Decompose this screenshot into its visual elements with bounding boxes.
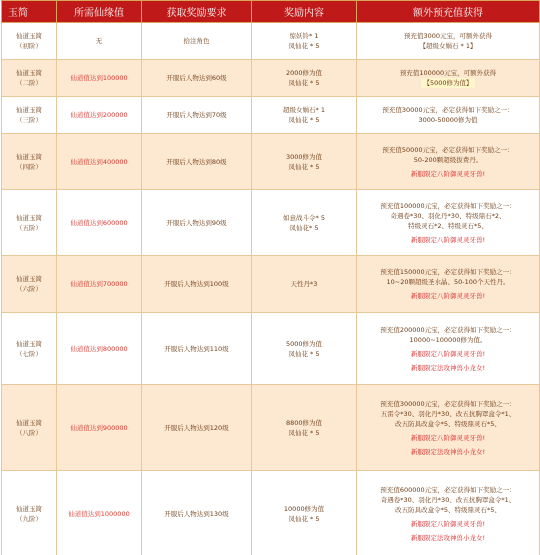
header-requirement: 获取奖励要求	[142, 1, 252, 23]
condition-cell	[142, 471, 252, 555]
tier-cell	[2, 23, 57, 60]
required-cell	[57, 385, 142, 471]
extra-line: 奇遇卷*30、羽化丹*30、特级鼎石*2、	[390, 211, 506, 220]
reward-item: 凤仙花 * 5	[288, 349, 320, 358]
extra-highlight-text: 【5000修为值】	[423, 79, 473, 87]
condition-cell	[142, 256, 252, 313]
tier-name: 仙道玉简	[16, 152, 42, 161]
tier-cell	[2, 97, 57, 134]
required-value: 仙道值达到900000	[70, 423, 128, 432]
reward-cell	[252, 256, 357, 313]
reward-item: 凤仙花* 5	[289, 223, 319, 232]
extra-line: 预充值3000元宝，可额外获得	[403, 32, 493, 40]
tier-cell	[2, 385, 57, 471]
reward-cell	[252, 190, 357, 256]
extra-line: 10~20颗超级圣水晶、50-100个天性丹。	[386, 278, 510, 286]
required-cell	[57, 471, 142, 555]
extra-line: 特级灵石*2、特级灵石*5、	[408, 221, 488, 230]
header-extra: 额外预充值获得	[357, 1, 540, 23]
reward-cell	[252, 97, 357, 134]
tier-stage: （二阶）	[16, 79, 42, 87]
rewards-table	[1, 0, 540, 555]
header-tier: 玉简	[2, 1, 57, 23]
extra-cell	[357, 471, 540, 555]
condition-text: 开服后人物达到120级	[164, 423, 229, 432]
tier-name: 仙道玉简	[16, 418, 42, 427]
limited-reward-note: 新服限定法攻神兽小龙女!	[410, 447, 486, 456]
extra-line: 预充值300000元宝，必定获得如下奖励之一：	[380, 399, 516, 408]
required-value: 仙道值达到200000	[70, 111, 128, 119]
extra-line: 预充值50000元宝，必定获得如下奖励之一：	[382, 145, 514, 154]
reward-item: 如意战斗令* 5	[283, 213, 325, 222]
required-value: 仙道值达到800000	[70, 344, 128, 353]
tier-stage: （九阶）	[16, 514, 42, 523]
condition-text: 开服后人物达到80级	[166, 157, 227, 166]
tier-name: 仙道玉简	[16, 32, 42, 40]
condition-text: 开服后人物达到110级	[164, 344, 229, 353]
extra-line: 预充值150000元宝，必定获得如下奖励之一：	[380, 268, 516, 276]
extra-cell	[357, 313, 540, 385]
table-row	[2, 97, 540, 134]
reward-cell	[252, 471, 357, 555]
required-value: 仙道值达到100000	[70, 74, 128, 82]
limited-reward-note: 新服限定八阶御灵灵牙兽!	[410, 169, 486, 178]
tier-stage: （八阶）	[16, 428, 42, 437]
table-row	[2, 471, 540, 555]
tier-cell	[2, 134, 57, 190]
condition-cell	[142, 97, 252, 134]
tier-name: 仙道玉简	[16, 504, 42, 513]
limited-reward-note: 新服限定八阶御灵灵牙兽!	[410, 519, 486, 528]
required-cell	[57, 97, 142, 134]
condition-cell	[142, 313, 252, 385]
required-cell	[57, 134, 142, 190]
tier-cell	[2, 471, 57, 555]
reward-item: 2000修为值	[285, 69, 323, 77]
header-required-value: 所需仙缘值	[57, 1, 142, 23]
condition-cell	[142, 23, 252, 60]
tier-stage: （四阶）	[16, 162, 42, 171]
table-row	[2, 134, 540, 190]
reward-item: 凤仙花 * 5	[288, 42, 320, 50]
required-cell	[57, 313, 142, 385]
extra-line: 3000-50000修为值	[418, 116, 478, 124]
reward-cell	[252, 60, 357, 97]
reward-cell	[252, 313, 357, 385]
tier-cell	[2, 190, 57, 256]
tier-stage: （五阶）	[16, 223, 42, 232]
extra-line: 改五防具改盒令*5、特级鼎灵石*5、	[395, 505, 501, 514]
tier-name: 仙道玉简	[16, 275, 42, 283]
tier-stage: （初阶）	[16, 42, 42, 50]
required-value: 仙道值达到700000	[70, 280, 128, 288]
reward-item: 5000修为值	[285, 339, 323, 348]
condition-text: 开服后人物达到70级	[166, 111, 227, 119]
tier-name: 仙道玉简	[16, 213, 42, 222]
condition-text: 拾注角色	[183, 37, 210, 45]
extra-cell	[357, 60, 540, 97]
reward-item: 凤仙花 * 5	[288, 514, 320, 523]
required-value: 仙道值达到1000000	[68, 509, 130, 518]
tier-name: 仙道玉简	[16, 339, 42, 348]
extra-cell	[357, 190, 540, 256]
tier-cell	[2, 313, 57, 385]
reward-item: 凤仙花 * 5	[288, 79, 320, 87]
condition-text: 开服后人物达到100级	[164, 280, 229, 288]
required-cell	[57, 60, 142, 97]
extra-line: 预充值200000元宝，必定获得如下奖励之一：	[380, 325, 516, 334]
limited-reward-note: 新服限定八阶御灵灵牙兽!	[410, 235, 486, 244]
tier-cell	[2, 256, 57, 313]
header-row	[2, 1, 540, 23]
tier-name: 仙道玉简	[16, 106, 42, 114]
extra-line: 预充值600000元宝，必定获得如下奖励之一：	[380, 485, 516, 494]
reward-item: 超级女娲石* 1	[283, 106, 325, 114]
condition-cell	[142, 60, 252, 97]
tier-cell	[2, 60, 57, 97]
tier-stage: （六阶）	[16, 285, 42, 293]
reward-item: 凤仙花 * 5	[288, 428, 320, 437]
limited-reward-note: 新服限定法攻神兽小龙女!	[410, 533, 486, 542]
extra-cell	[357, 23, 540, 60]
reward-item: 惊妖铃* 1	[289, 32, 319, 40]
table-row	[2, 60, 540, 97]
extra-cell	[357, 385, 540, 471]
required-value: 仙道值达到400000	[70, 157, 128, 166]
tier-name: 仙道玉简	[16, 69, 42, 77]
reward-item: 天性丹*3	[290, 280, 318, 288]
condition-text: 开服后人物达到90级	[166, 218, 227, 227]
extra-line: 10000~100000修为值。	[409, 335, 487, 344]
table-row	[2, 385, 540, 471]
table-row	[2, 256, 540, 313]
extra-line: 【超级女娲石 * 1】	[419, 42, 477, 50]
reward-item: 3000修为值	[285, 152, 323, 161]
reward-cell	[252, 23, 357, 60]
reward-cell	[252, 134, 357, 190]
extra-cell	[357, 134, 540, 190]
extra-highlight	[359, 78, 537, 88]
required-value: 仙道值达到600000	[70, 218, 128, 227]
condition-cell	[142, 134, 252, 190]
extra-cell	[357, 97, 540, 134]
condition-text: 开服后人物达到60级	[166, 74, 227, 82]
reward-item: 凤仙花 * 5	[288, 162, 320, 171]
limited-reward-note: 新服限定八阶御灵灵牙兽!	[410, 349, 486, 358]
extra-line: 五雷令*30、羽化丹*30、改五抗胸罩盒令*1、	[380, 409, 516, 418]
required-value: 无	[95, 37, 103, 45]
extra-line: 改五防具改盒令*5、特级鼎灵石*5、	[395, 419, 501, 428]
reward-cell	[252, 385, 357, 471]
table-row	[2, 190, 540, 256]
table-row	[2, 23, 540, 60]
tier-stage: （七阶）	[16, 349, 42, 358]
reward-item: 凤仙花 * 5	[288, 116, 320, 124]
extra-cell	[357, 256, 540, 313]
limited-reward-note: 新服限定八阶御灵灵牙兽!	[410, 292, 486, 300]
condition-text: 开服后人物达到130级	[164, 509, 229, 518]
condition-cell	[142, 190, 252, 256]
extra-line: 奇遇卷*30、羽化丹*30、改五抗胸罩盒令*1、	[380, 495, 516, 504]
reward-item: 8800修为值	[285, 418, 323, 427]
extra-line: 预充值30000元宝，必定获得如下奖励之一：	[382, 106, 514, 114]
tier-stage: （三阶）	[16, 116, 42, 124]
header-reward: 奖励内容	[252, 1, 357, 23]
required-cell	[57, 23, 142, 60]
condition-cell	[142, 385, 252, 471]
required-cell	[57, 256, 142, 313]
reward-item: 10000修为值	[283, 504, 325, 513]
extra-line: 预充值100000元宝，可额外获得	[399, 69, 497, 77]
required-cell	[57, 190, 142, 256]
limited-reward-note: 新服限定八阶御灵灵牙兽!	[410, 433, 486, 442]
extra-line: 预充值100000元宝，必定获得如下奖励之一：	[380, 201, 516, 210]
table-row	[2, 313, 540, 385]
limited-reward-note: 新服限定法攻神兽小龙女!	[410, 363, 486, 372]
extra-line: 50-200颗超级拔费丹。	[413, 155, 483, 164]
